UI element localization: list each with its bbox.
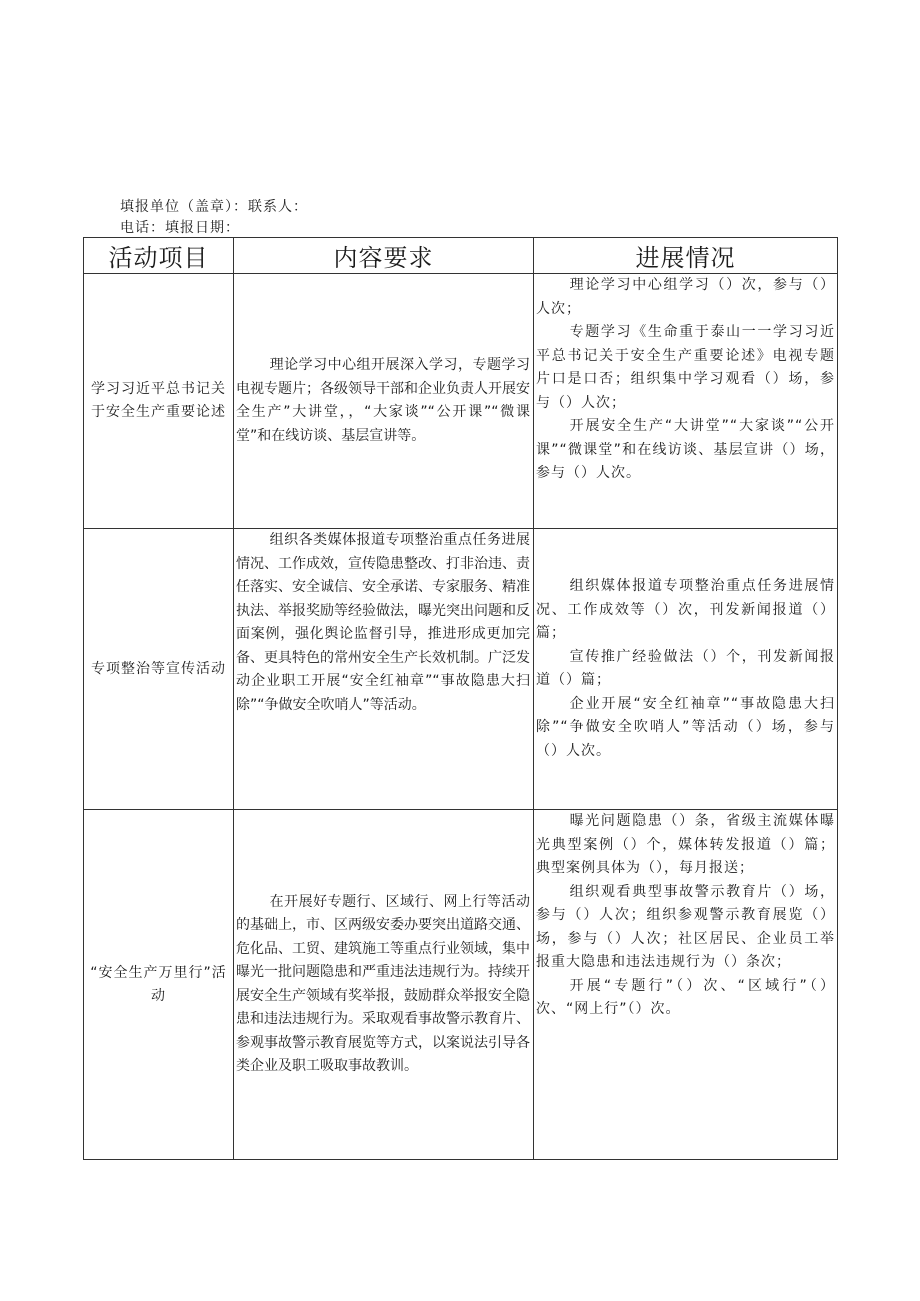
activity-cell — [84, 529, 234, 810]
progress-paragraph: 开展“专题行”（）次、“区域行”（）次、“网上行”（）次。 — [536, 977, 835, 1017]
activity-label: 专项整治等宣传活动 — [91, 660, 226, 677]
progress-paragraph: 组织观看典型事故警示教育片（）场，参与（）人次；组织参观警示教育展览（）场，参与（）人次；社区居民、企业员工举报重大隐患和违法违规行为（）条次； — [536, 883, 835, 970]
column-header-activity: 活动项目 — [84, 238, 234, 274]
progress-paragraph: 组织媒体报道专项整治重点任务进展情况、工作成效等（）次，刊发新闻报道（）篇； — [536, 578, 835, 641]
progress-paragraph: 专题学习《生命重于泰山一一学习习近平总书记关于安全生产重要论述》电视专题片口是口否；组织集中学习观看（）场，参与（）人次； — [536, 324, 835, 411]
activity-label: “安全生产万里行”活动 — [90, 964, 227, 1004]
progress-paragraph: 理论学习中心组学习（）次，参与（）人次； — [536, 277, 835, 317]
progress-paragraph: 宣传推广经验做法（）个，刊发新闻报道（）篇； — [536, 648, 835, 688]
progress-paragraph: 曝光问题隐患（）条，省级主流媒体曝光典型案例（）个，媒体转发报道（）篇；典型案例具体为（），每月报送； — [536, 813, 835, 876]
content-cell — [234, 274, 534, 529]
progress-paragraph: 企业开展“安全红袖章”“事故隐患大扫除”“争做安全吹哨人”等活动（）场，参与（）人次。 — [536, 695, 835, 759]
activity-report-table — [83, 237, 838, 1160]
content-cell — [234, 810, 534, 1160]
table-header-row — [84, 238, 838, 274]
column-header-progress: 进展情况 — [534, 238, 838, 274]
progress-paragraph: 开展安全生产“大讲堂”“大家谈”“公开课”“微课堂”和在线访谈、基层宣讲（）场，参与（）人次。 — [536, 418, 835, 481]
progress-cell — [534, 810, 838, 1160]
table-row — [84, 810, 838, 1160]
activity-cell — [84, 810, 234, 1160]
content-paragraph: 理论学习中心组开展深入学习，专题学习电视专题片；各级领导干部和企业负责人开展安全生产”大讲堂，，“大家谈”“公开课”“微课堂”和在线访谈、基层宣讲等。 — [236, 357, 530, 444]
progress-cell — [534, 274, 838, 529]
content-cell — [234, 529, 534, 810]
column-header-content: 内容要求 — [234, 238, 534, 274]
activity-label: 学习习近平总书记关于安全生产重要论述 — [91, 381, 226, 420]
phone-date-line: 电话：填报日期： — [120, 220, 240, 236]
report-unit-contact-line: 填报单位（盖章）：联系人： — [120, 199, 308, 215]
table-row — [84, 274, 838, 529]
progress-cell — [534, 529, 838, 810]
table-row — [84, 529, 838, 810]
content-paragraph: 在开展好专题行、区域行、网上行等活动的基础上，市、区两级安委办要突出道路交通、危化品、工贸、建筑施工等重点行业领域，集中曝光一批问题隐患和严重违法违规行为。持续开展安全生产领域有奖举报，鼓励群众举报安全隐患和违法违规行为。采取观看事故警示教育片、参观事故警示教育展览等方式，以案说法引导各类企业及职工吸取事故教训。 — [236, 893, 530, 1074]
content-paragraph: 组织各类媒体报道专项整治重点任务进展情况、工作成效，宣传隐患整改、打非治违、责任落实、安全诚信、安全承诺、专家服务、精准执法、举报奖励等经验做法，曝光突出问题和反面案例，强化舆论监督引导，推进形成更加完备、更具特色的常州安全生产长效机制。广泛发动企业职工开展“安全红袖章”“事故隐患大扫除”“争做安全吹哨人”等活动。 — [236, 532, 530, 713]
activity-cell — [84, 274, 234, 529]
